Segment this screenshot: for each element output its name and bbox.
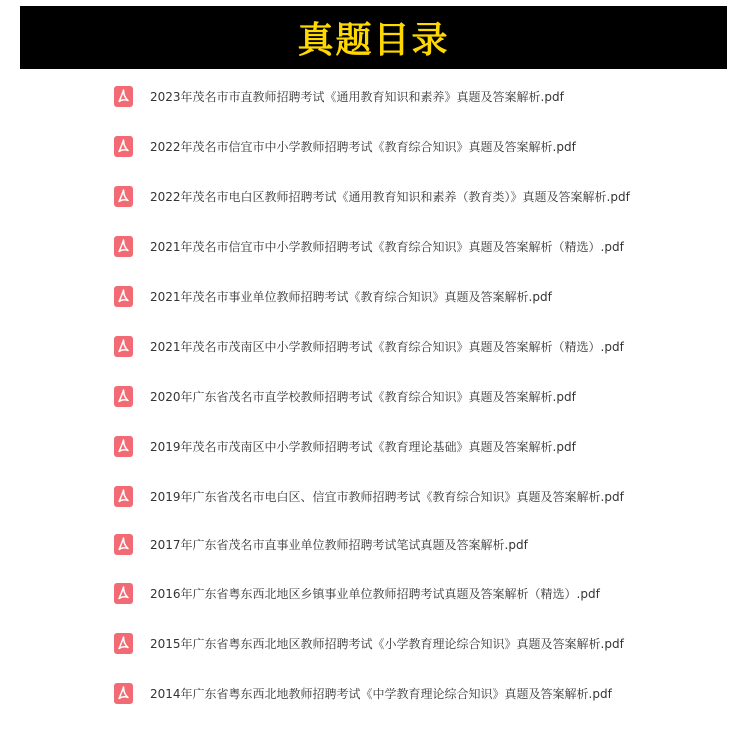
pdf-icon [114,186,133,207]
file-name: 2016年广东省粤东西北地区乡镇事业单位教师招聘考试真题及答案解析（精选）.pdf [150,586,600,601]
pdf-icon [114,86,133,107]
file-item[interactable] [114,284,552,308]
file-name: 2022年茂名市电白区教师招聘考试《通用教育知识和素养（教育类）》真题及答案解析.pdf [150,189,630,204]
pdf-icon [114,286,133,307]
file-name: 2020年广东省茂名市直学校教师招聘考试《教育综合知识》真题及答案解析.pdf [150,389,576,404]
file-name: 2022年茂名市信宜市中小学教师招聘考试《教育综合知识》真题及答案解析.pdf [150,139,576,154]
file-item[interactable] [114,184,630,208]
file-item[interactable] [114,681,612,705]
file-item[interactable] [114,631,624,655]
file-item[interactable] [114,84,564,108]
file-item[interactable] [114,234,624,258]
pdf-icon [114,436,133,457]
pdf-icon [114,583,133,604]
file-item[interactable] [114,484,624,508]
pdf-icon [114,236,133,257]
file-name: 2021年茂名市茂南区中小学教师招聘考试《教育综合知识》真题及答案解析（精选）.pdf [150,339,624,354]
file-item[interactable] [114,134,576,158]
file-item[interactable] [114,434,576,458]
file-item[interactable] [114,532,528,556]
file-name: 2019年广东省茂名市电白区、信宜市教师招聘考试《教育综合知识》真题及答案解析.pdf [150,489,624,504]
file-name: 2023年茂名市市直教师招聘考试《通用教育知识和素养》真题及答案解析.pdf [150,89,564,104]
file-item[interactable] [114,334,624,358]
pdf-icon [114,136,133,157]
file-name: 2021年茂名市信宜市中小学教师招聘考试《教育综合知识》真题及答案解析（精选）.pdf [150,239,624,254]
file-name: 2014年广东省粤东西北地教师招聘考试《中学教育理论综合知识》真题及答案解析.pdf [150,686,612,701]
file-item[interactable] [114,581,600,605]
page-title: 真题目录 [297,19,450,61]
pdf-icon [114,336,133,357]
file-name: 2015年广东省粤东西北地区教师招聘考试《小学教育理论综合知识》真题及答案解析.pdf [150,636,624,651]
page-header [20,6,727,69]
file-item[interactable] [114,384,576,408]
pdf-icon [114,486,133,507]
file-name: 2017年广东省茂名市直事业单位教师招聘考试笔试真题及答案解析.pdf [150,537,528,552]
pdf-icon [114,386,133,407]
file-name: 2019年茂名市茂南区中小学教师招聘考试《教育理论基础》真题及答案解析.pdf [150,439,576,454]
pdf-icon [114,683,133,704]
file-name: 2021年茂名市事业单位教师招聘考试《教育综合知识》真题及答案解析.pdf [150,289,552,304]
pdf-icon [114,633,133,654]
pdf-icon [114,534,133,555]
